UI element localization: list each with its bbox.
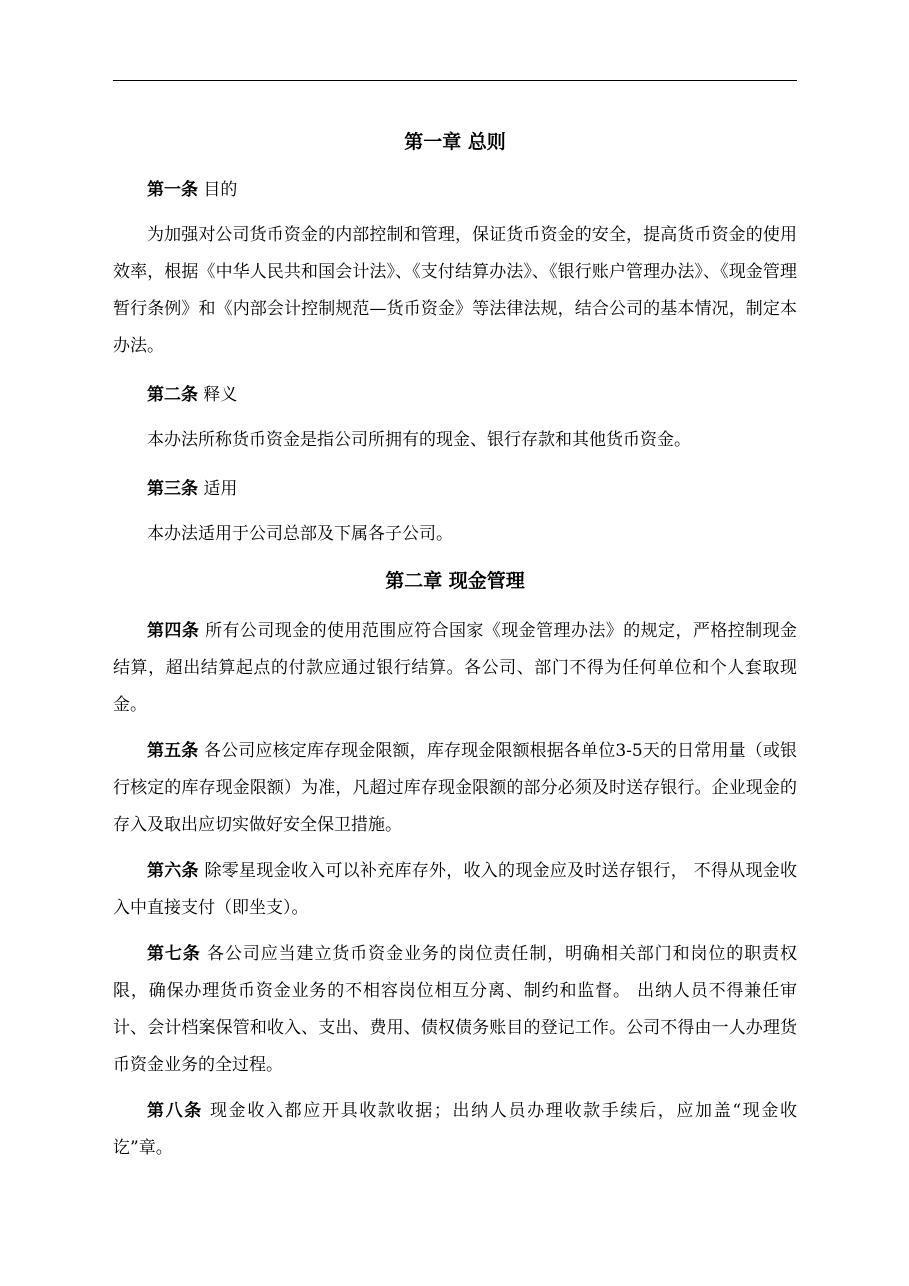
article-5: [113, 733, 797, 844]
article-7-label: 第七条: [147, 944, 201, 964]
article-1-heading: [113, 176, 797, 204]
article-7-text: 各公司应当建立货币资金业务的岗位责任制，明确相关部门和岗位的职责权限，确保办理货币资金业务的不相容岗位相互分离、制约和监督。 出纳人员不得兼任审计、会计档案保管和收入、支出、费用、债权债务账目的登记工作。公司不得由一人办理货币资金业务的全过程。: [113, 944, 798, 1075]
article-3-body: 本办法适用于公司总部及下属各子公司。: [147, 524, 453, 544]
article-1-body: 为加强对公司货币资金的内部控制和管理，保证货币资金的安全，提高货币资金的使用效率，根据《中华人民共和国会计法》、《支付结算办法》、《银行账户管理办法》、《现金管理暂行条例》和《内部会计控制规范—货币资金》等法律法规，结合公司的基本情况，制定本办法。: [113, 225, 797, 356]
article-1-heading-text: 目的: [203, 180, 238, 200]
article-5-text: 各公司应核定库存现金限额，库存现金限额根据各单位3-5天的日常用量（或银行核定的库存现金限额）为准，凡超过库存现金限额的部分必须及时送存银行。企业现金的存入及取出应切实做好安全保卫措施。: [113, 741, 798, 835]
article-6-label: 第六条: [147, 861, 199, 881]
article-6: [113, 853, 797, 927]
article-3-heading: [113, 475, 797, 503]
article-8-text: 现金收入都应开具收款收据；出纳人员办理收款手续后，应加盖“现金收讫”章。: [113, 1101, 797, 1158]
chapter-2-title: 第二章 现金管理: [385, 570, 525, 592]
document-body: [113, 128, 797, 1167]
article-6-text: 除零星现金收入可以补充库存外，收入的现金应及时送存银行， 不得从现金收入中直接支付（即坐支）。: [113, 861, 798, 918]
article-2-label: 第二条: [147, 385, 198, 405]
article-4: [113, 613, 797, 724]
article-5-label: 第五条: [147, 741, 199, 761]
article-3-heading-text: 适用: [203, 479, 238, 499]
article-3-label: 第三条: [147, 479, 198, 499]
article-8: [113, 1093, 797, 1167]
article-8-label: 第八条: [147, 1101, 203, 1121]
header-rule: [113, 80, 797, 81]
article-4-label: 第四条: [147, 621, 200, 641]
article-2-heading: [113, 381, 797, 409]
article-7: [113, 936, 797, 1084]
chapter-1-title: 第一章 总则: [404, 131, 506, 153]
article-2-heading-text: 释义: [203, 385, 238, 405]
article-4-text: 所有公司现金的使用范围应符合国家《现金管理办法》的规定，严格控制现金结算，超出结算起点的付款应通过银行结算。各公司、部门不得为任何单位和个人套取现金。: [113, 621, 798, 715]
article-1-label: 第一条: [147, 180, 198, 200]
article-2-body: 本办法所称货币资金是指公司所拥有的现金、银行存款和其他货币资金。: [147, 430, 691, 450]
